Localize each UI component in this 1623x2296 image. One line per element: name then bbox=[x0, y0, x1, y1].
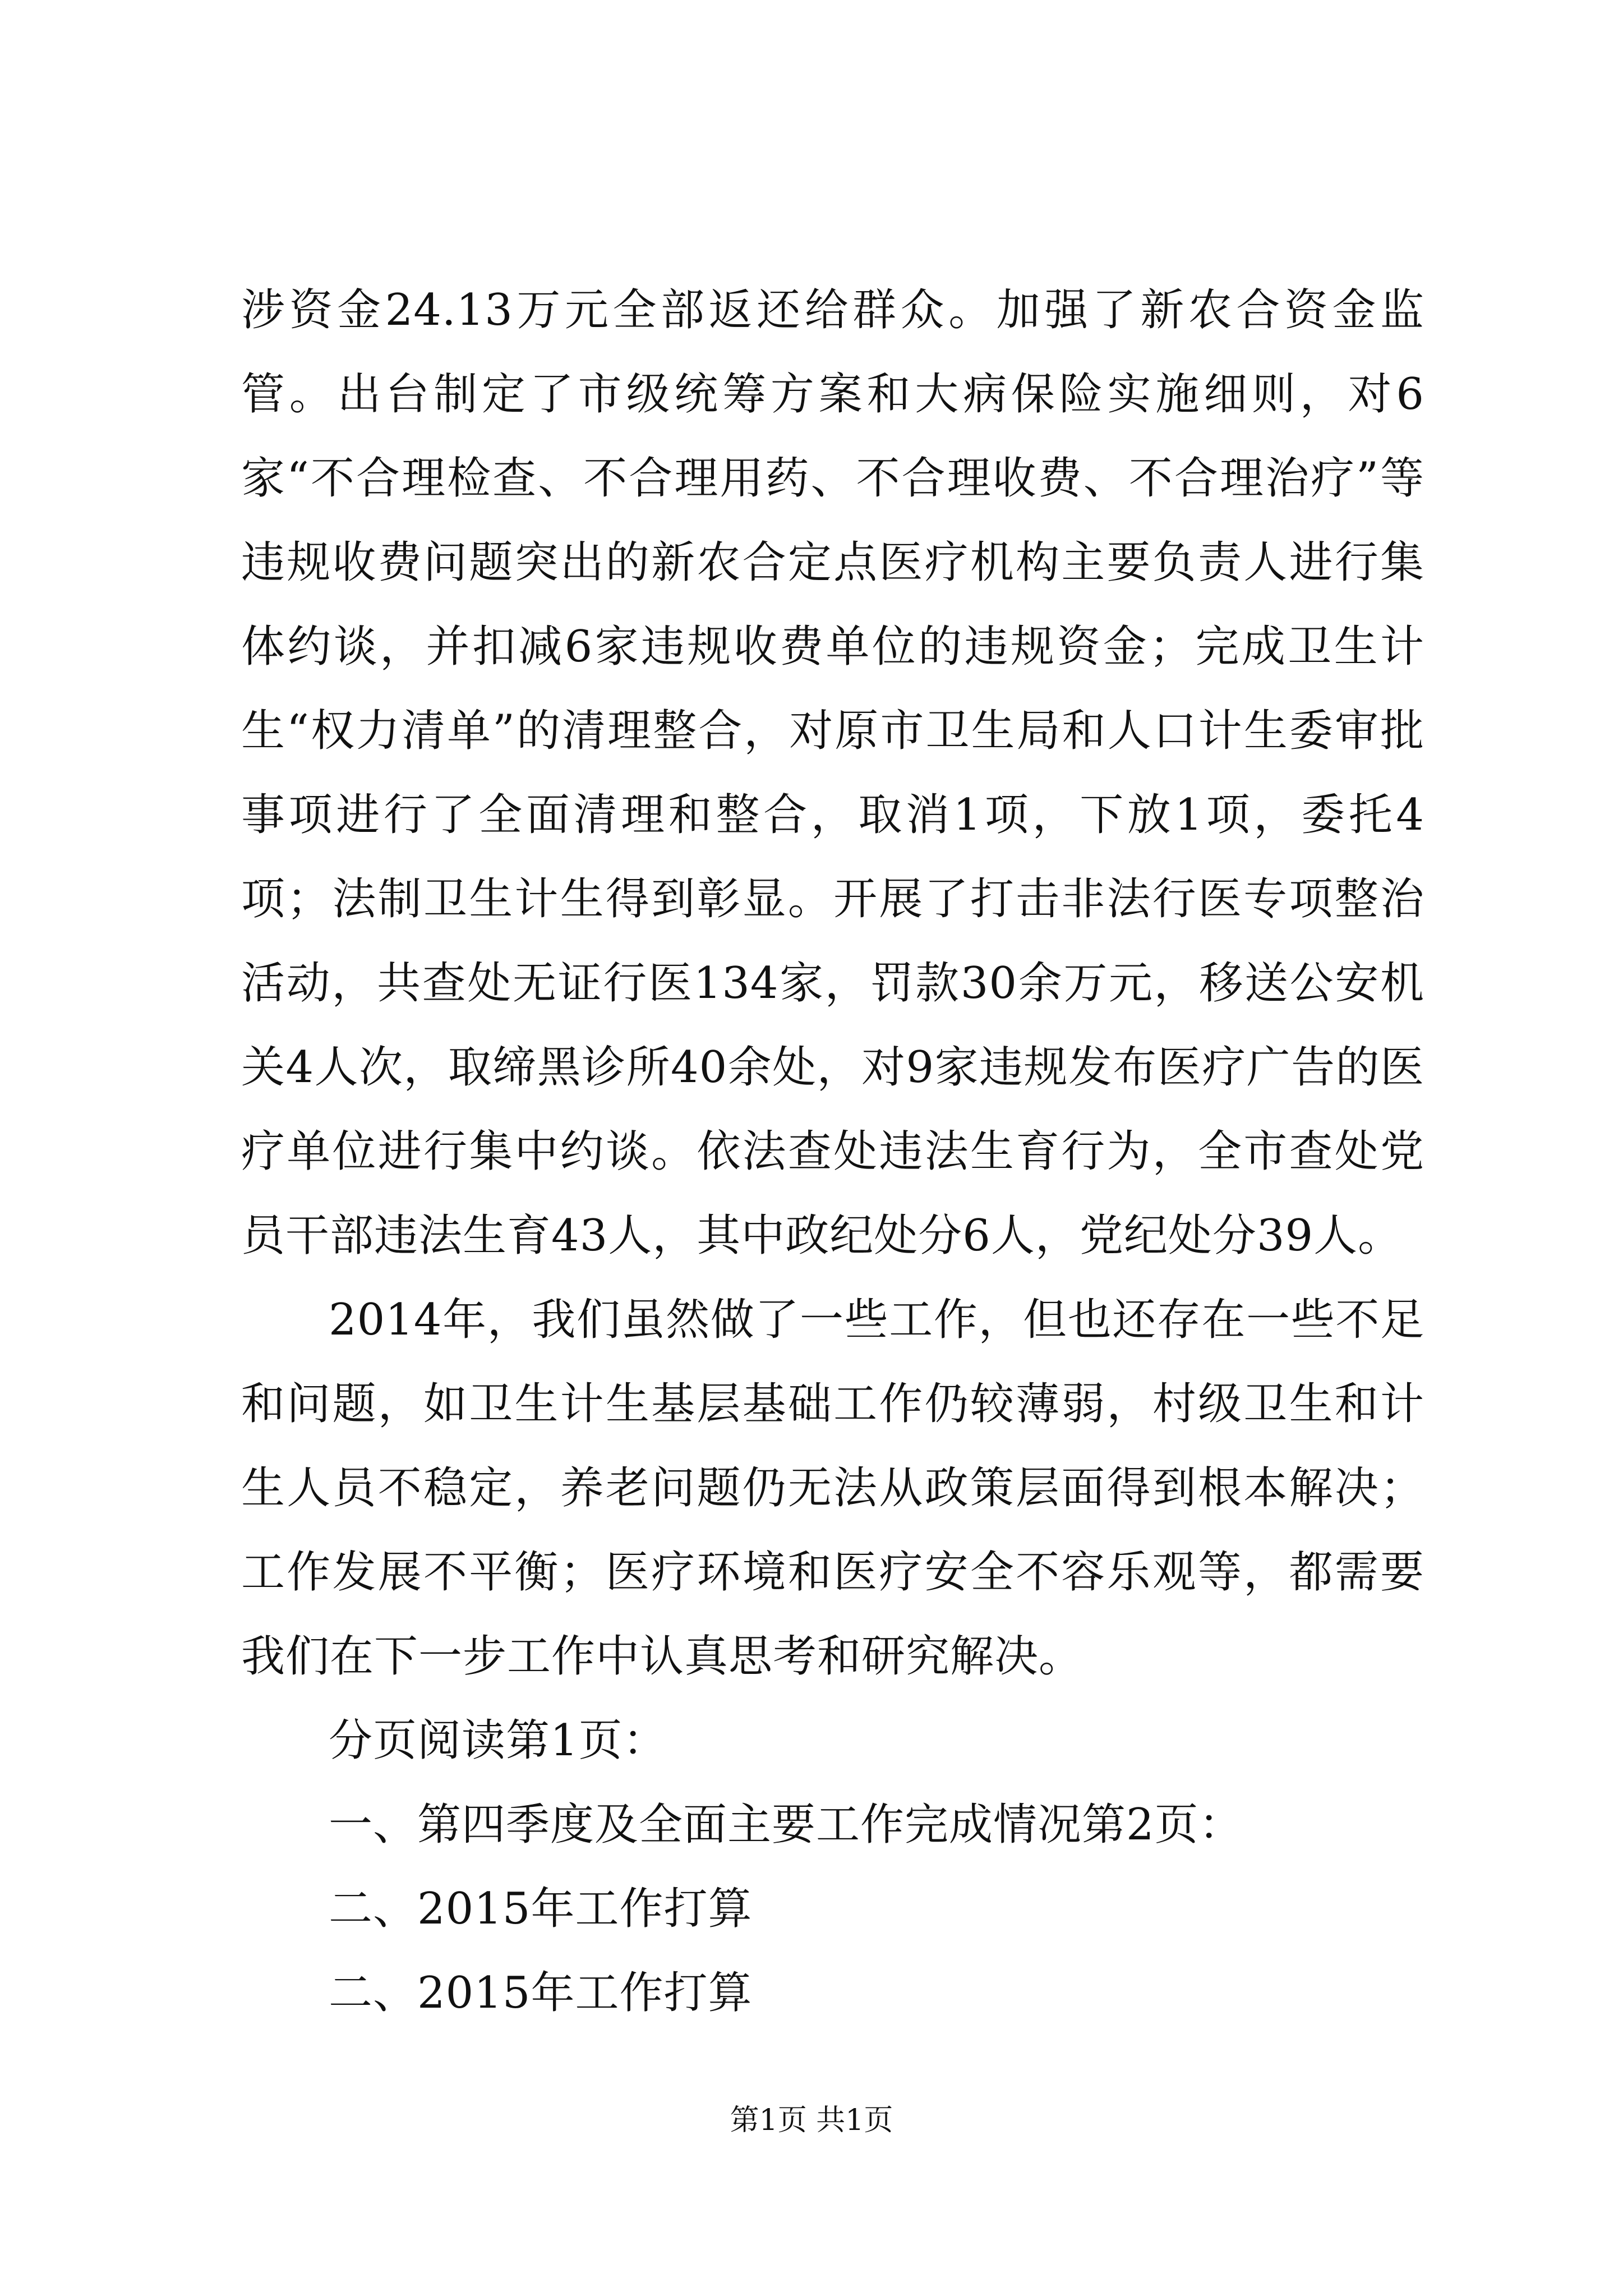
page-footer: 第1页 共1页 bbox=[730, 2104, 893, 2137]
document-body bbox=[241, 268, 1424, 2035]
toc-line-4: 二、2015年工作打算 bbox=[329, 1968, 753, 2018]
toc-line-1: 分页阅读第1页： bbox=[329, 1715, 667, 1766]
toc-line-3: 二、2015年工作打算 bbox=[329, 1884, 753, 1934]
toc-line-2: 一、第四季度及全面主要工作完成情况第2页： bbox=[329, 1800, 1243, 1850]
paragraph-funds-and-supervision: 涉资金24.13万元全部返还给群众。加强了新农合资金监管。出台制定了市级统筹方案和大病保险实施细则，对6家“不合理检查、不合理用药、不合理收费、不合理治疗”等违规收费问题突出的新农合定点医疗机构主要负责人进行集体约谈，并扣减6家违规收费单位的违规资金；完成卫生计生“权力清单”的清理整合，对原市卫生局和人口计生委审批事项进行了全面清理和整合，取消1项，下放1项，委托4项；法制卫生计生得到彰显。开展了打击非法行医专项整治活动，共查处无证行医134家，罚款30余万元，移送公安机关4人次，取缔黑诊所40余处，对9家违规发布医疗广告的医疗单位进行集中约谈。依法查处违法生育行为，全市查处党员干部违法生育43人，其中政纪处分6人，党纪处分39人。 bbox=[241, 285, 1424, 1261]
paragraph-2014-summary: 2014年，我们虽然做了一些工作，但也还存在一些不足和问题，如卫生计生基层基础工作仍较薄弱，村级卫生和计生人员不稳定，养老问题仍无法从政策层面得到根本解决；工作发展不平衡；医疗环境和医疗安全不容乐观等，都需要我们在下一步工作中认真思考和研究解决。 bbox=[241, 1295, 1424, 1682]
